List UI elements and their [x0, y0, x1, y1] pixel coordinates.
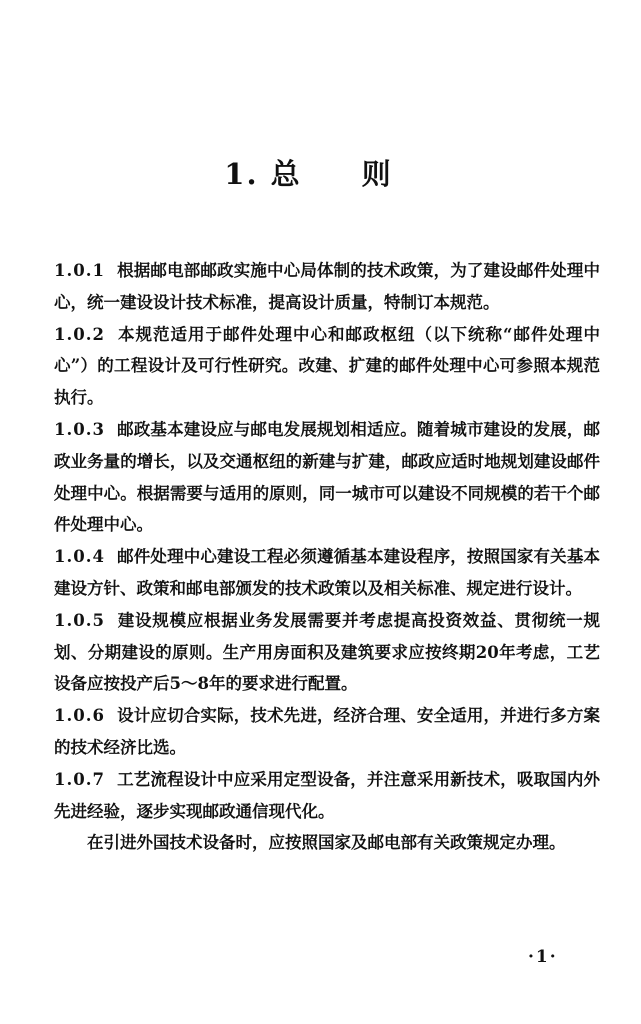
clause-text: 邮件处理中心建设工程必须遵循基本建设程序，按照国家有关基本建设方针、政策和邮电部颁发的技术政策以及相关标准、规定进行设计。	[54, 547, 600, 598]
chapter-number: 1.	[224, 157, 259, 191]
clause-text: 根据邮电部邮政实施中心局体制的技术政策，为了建设邮件处理中心，统一建设设计技术标准，提高设计质量，特制订本规范。	[54, 261, 600, 312]
clause-number: 1.0.5	[54, 610, 105, 630]
clause-number: 1.0.3	[54, 419, 105, 439]
clause-1-0-5	[54, 605, 600, 700]
clause-number: 1.0.4	[54, 547, 105, 567]
clause-text: 邮政基本建设应与邮电发展规划相适应。随着城市建设的发展，邮政业务量的增长，以及交通枢纽的新建与扩建，邮政应适时地规划建设邮件处理中心。根据需要与适用的原则，同一城市可以建设不同规模的若干个邮件处理中心。	[54, 419, 600, 535]
closing-paragraph: 在引进外国技术设备时，应按照国家及邮电部有关政策规定办理。	[87, 833, 566, 853]
clause-text: 设计应切合实际，技术先进，经济合理、安全适用，并进行多方案的技术经济比选。	[54, 706, 600, 757]
page-number: ·1·	[528, 947, 558, 967]
clause-text: 工艺流程设计中应采用定型设备，并注意采用新技术，吸取国内外先进经验，逐步实现邮政通信现代化。	[54, 769, 600, 821]
chapter-name: 总 则	[270, 157, 417, 191]
clause-1-0-3	[54, 414, 600, 541]
clause-text: 本规范适用于邮件处理中心和邮政枢纽（以下统称“邮件处理中心”）的工程设计及可行性研究。改建、扩建的邮件处理中心可参照本规范执行。	[54, 324, 600, 408]
clause-number: 1.0.7	[54, 769, 105, 789]
clause-1-0-1	[54, 255, 600, 319]
chapter-body	[54, 255, 600, 859]
clause-number: 1.0.6	[54, 706, 105, 726]
clause-1-0-6	[54, 700, 600, 764]
clause-1-0-4	[54, 541, 600, 605]
clause-number: 1.0.2	[54, 324, 105, 344]
clause-number: 1.0.1	[54, 261, 105, 280]
clause-1-0-7	[54, 764, 600, 828]
clause-1-0-2	[54, 319, 600, 414]
clause-text: 建设规模应根据业务发展需要并考虑提高投资效益、贯彻统一规划、分期建设的原则。生产用房面积及建筑要求应按终期20年考虑，工艺设备应按投产后5～8年的要求进行配置。	[54, 610, 600, 694]
chapter-title	[0, 152, 641, 193]
